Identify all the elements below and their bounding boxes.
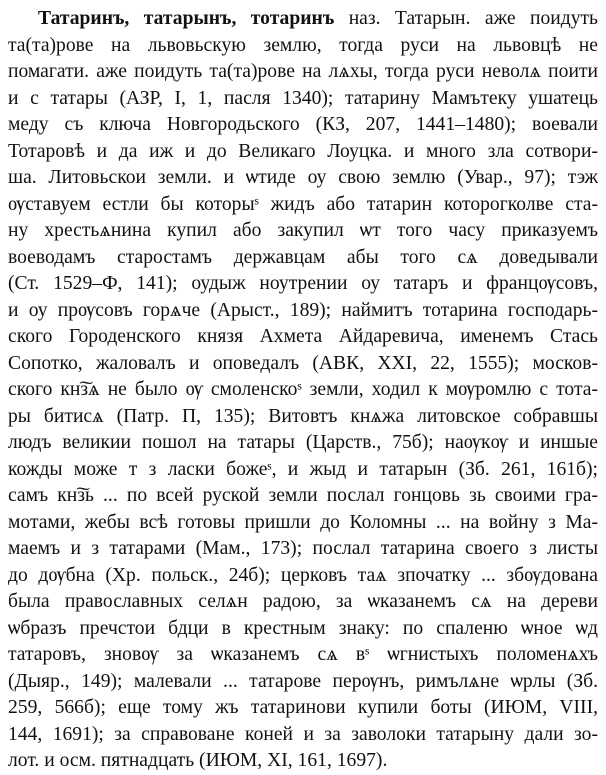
entry-line: ского кн͠зѧ не было ѹ смоленскоˢ земли, ходил к мѹромлю с тота- (8, 379, 598, 400)
entry-line: меду съ ключа Новгородьского (КЗ, 207, 1441–1480); воевали (8, 114, 598, 135)
entry-line: (Ст. 1529–Ф, 141); оудыж ноутрении оу татаръ и францѹсовъ, (8, 273, 598, 294)
entry-line: ша. Литовьскои земли. и ѡтиде оу свою землю (Увар., 97); тэж (8, 167, 598, 188)
entry-text: наз. Татарын. аже поидуть (334, 8, 598, 29)
entry-line: (Дыяр., 149); малевали ... татарове перѹнъ, римълѧне ѡрлы (Зб. (8, 670, 598, 692)
headword: Татаринъ, татарынъ, тотаринъ (38, 8, 335, 29)
entry-line: воеводамъ старостамъ державцам абы того сѧ доведывали (8, 246, 598, 268)
entry-line: татаровъ, зновѹ за ѡказанемъ сѧ вˢ ѡгнистыхъ поломенѧхъ (8, 644, 598, 665)
entry-line: Сопотко, жаловалъ и оповедалъ (АВК, ХХІ, 22, 1555); москов- (8, 352, 598, 374)
entry-line: ского Городенского князя Ахмета Айдаревича, именемъ Стась (8, 326, 598, 347)
entry-line: и с татары (АЗР, І, 1, пасля 1340); татарину Мамътеку ушатець (8, 87, 598, 109)
entry-line: мотами, жебы всѣ готовы пришли до Коломны ... на войну з Ма- (8, 511, 598, 533)
entry-line: людъ великии пошол на татары (Царств., 75б); наѹкѹ и иншые (8, 432, 598, 453)
entry-line: и оу прѹсовъ горѧче (Арыст., 189); наймитъ тотарина господарь- (8, 299, 598, 321)
entry-line: была православных селѧн радою, за ѡказанемъ сѧ на дереви (8, 591, 598, 612)
entry-line: та(та)рове на львовьскую землю, тогда руси на львовцѣ не (8, 34, 598, 56)
entry-line: ры битисѧ (Патр. П, 135); Витовтъ кнѧжа литовское собравшы (8, 405, 598, 427)
entry-line: помагати. аже поидуть та(та)рове на лѧхы, тогда руси неволѧ поити (8, 61, 598, 82)
entry-line: до дѹбна (Хр. польск., 24б); церковъ таѧ зпочатку ... збѹдована (8, 564, 598, 586)
entry-line: 259, 566б); еще тому жъ татаринови купили боты (ИЮМ, VIII, (8, 697, 598, 718)
entry-line: ну хрестьѧнина купил або закупил ѡт того часу приказуемъ (8, 220, 598, 241)
entry-line: 144, 1691); за справоване коней и за заволоки татарыну дали зо- (8, 723, 598, 745)
entry-line: кожды може т з ласки божеˢ, и жыд и татарын (Зб. 261, 161б); (8, 458, 598, 480)
entry-line: маемъ и з татарами (Мам., 173); послал татарина своего з листы (8, 538, 598, 559)
entry-line: самъ кн͠зь ... по всей руской земли послал гонцовь зь своими гра- (8, 485, 598, 506)
entry-line: лот. и осм. пятнадцать (ИЮМ, ХІ, 161, 1697). (8, 750, 388, 771)
entry-line: Тотаровѣ и да иж и до Великаго Лоуцка. и много зла сотвори- (8, 140, 598, 162)
entry-line (8, 6, 598, 33)
entry-line: ѹставуем естли бы которыˢ жидъ або татарин которогколве ста- (8, 193, 598, 215)
entry-line: ѡбразъ пречстои бдци в крестным знаку: по спаленю ѡное ѡд (8, 617, 598, 639)
